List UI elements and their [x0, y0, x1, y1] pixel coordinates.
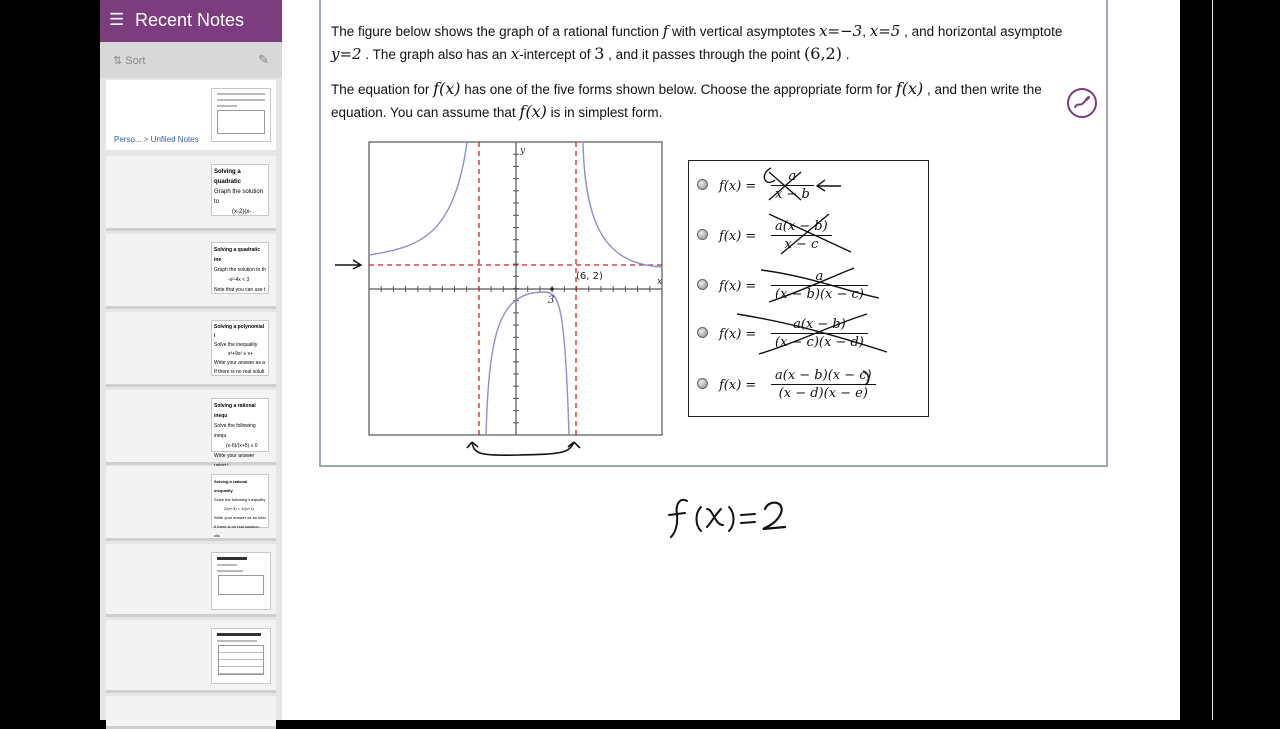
- radio-button[interactable]: [697, 279, 708, 290]
- thumb-line: Write your answer: [214, 453, 255, 459]
- question-box: [319, 0, 1108, 467]
- math-point: (6,2): [804, 44, 842, 63]
- q1-text: , and horizontal asymptote: [900, 24, 1063, 39]
- q2-text: has one of the five forms shown below. Choose the appropriate form for: [460, 82, 896, 97]
- thumb-line: Write your answer as an inter: [214, 515, 266, 520]
- denominator: (x − c)(x − d): [775, 335, 864, 350]
- note-thumbnail: [211, 628, 271, 684]
- note-path: Perso... > Unfiled Notes: [114, 135, 199, 144]
- y-axis-label: y: [520, 146, 526, 156]
- note-item-active[interactable]: [106, 80, 276, 150]
- note-thumbnail: [211, 398, 269, 459]
- q1-text: ,: [862, 24, 870, 39]
- numerator: a(x − b): [771, 218, 832, 236]
- note-item[interactable]: [106, 390, 276, 465]
- fraction: [771, 316, 868, 351]
- choice-3[interactable]: [689, 262, 928, 308]
- recent-notes-sidebar: [100, 0, 282, 720]
- pin-icon[interactable]: ✎: [258, 52, 269, 67]
- denominator: (x − b)(x − c): [775, 287, 864, 302]
- formula-lhs: f(x) =: [719, 229, 757, 244]
- answer-choices-panel: [688, 160, 929, 417]
- onenote-window: [100, 0, 1180, 720]
- choice-2[interactable]: [689, 212, 928, 258]
- question-paragraph-2: [331, 78, 1071, 124]
- numerator: a(x − b)(x − c): [771, 367, 876, 385]
- note-item[interactable]: [106, 312, 276, 387]
- hamburger-icon[interactable]: ☰: [109, 10, 125, 29]
- formula-lhs: f(x) =: [719, 279, 757, 294]
- fraction: [771, 168, 814, 203]
- fraction: [771, 218, 832, 253]
- thumb-title: Solving a quadratic ine: [214, 247, 261, 263]
- point-label: (6, 2): [576, 271, 603, 282]
- handwritten-text: f(x) = 2: [667, 495, 671, 496]
- q1-text: The figure below shows the graph of a rational function: [331, 24, 663, 39]
- choice-5[interactable]: [689, 361, 928, 407]
- pen-glyph: [1069, 90, 1095, 116]
- numerator: a(x − b): [771, 316, 868, 334]
- ink-equals: [741, 514, 755, 523]
- thumb-line: Solve the following inequality: [214, 497, 266, 502]
- ink-2: [763, 503, 785, 529]
- radio-button[interactable]: [697, 229, 708, 240]
- math-x: x: [510, 45, 520, 63]
- question-paragraph-1: [331, 20, 1071, 66]
- denominator: x − b: [775, 187, 810, 202]
- numerator: a: [771, 268, 868, 286]
- q2-text: , and then write the equation. You can assume that: [331, 82, 1042, 120]
- thumb-line: Solve the following inequ: [214, 423, 256, 439]
- note-item[interactable]: [106, 466, 276, 541]
- note-thumbnail: [211, 164, 269, 216]
- thumb-line: x³+9x² ≥ x+: [228, 351, 253, 357]
- thumb-title: Solving a rational inequality: [214, 479, 248, 493]
- thumb-line: (x-6)/(x+5) ≤ 0: [226, 443, 258, 449]
- radio-button[interactable]: [697, 378, 708, 389]
- thumb-line: If there is no real solution, clic: [214, 524, 260, 538]
- sidebar-toolbar: [100, 42, 282, 78]
- thumb-line: If there is no real soluti: [214, 369, 265, 375]
- fraction: [771, 268, 868, 303]
- q2-text: is in simplest form.: [546, 105, 663, 120]
- formula-lhs: f(x) =: [719, 378, 757, 393]
- fraction: [771, 367, 876, 402]
- note-item[interactable]: [106, 620, 276, 693]
- choice-1[interactable]: [689, 162, 928, 208]
- page-edge: [1212, 0, 1213, 720]
- choice-4[interactable]: [689, 310, 928, 356]
- note-canvas[interactable]: [282, 0, 1180, 720]
- thumb-title: Solving a polynomial i: [214, 324, 265, 339]
- denominator: (x − d)(x − e): [778, 386, 868, 401]
- sort-label: Sort: [125, 55, 146, 67]
- math-fx: f(x): [895, 79, 924, 98]
- q1-text: -intercept of: [519, 47, 595, 62]
- thumb-title: Solving a rational inequ: [214, 403, 256, 419]
- rational-function-graph: [369, 142, 669, 467]
- formula-lhs: f(x) =: [719, 327, 757, 342]
- ink-paren-open: [697, 507, 702, 531]
- ink-bracket: [467, 442, 580, 455]
- numerator: a: [771, 168, 814, 186]
- q1-text: .: [841, 47, 850, 62]
- thumb-line: -x²-4x < 3: [228, 277, 250, 283]
- handwritten-answer: [667, 495, 807, 545]
- sidebar-title: Recent Notes: [135, 10, 245, 30]
- note-thumbnail: [211, 242, 269, 294]
- thumb-line: 2/(x+3) < 1/(x+1): [224, 506, 254, 511]
- ink-paren-close: [729, 507, 734, 531]
- note-thumbnail: [211, 88, 271, 142]
- thumb-title: Solving a quadratic: [214, 169, 242, 185]
- x-axis-label: x: [657, 277, 663, 287]
- math-horizontal-asymptote: y=2: [331, 45, 362, 63]
- math-asymptote-1: x=−3: [819, 22, 863, 40]
- note-item[interactable]: [106, 234, 276, 309]
- thumb-line: Graph the solution to: [214, 189, 264, 205]
- thumb-line: Solve the inequality: [214, 342, 258, 348]
- note-thumbnail: [211, 552, 271, 610]
- sidebar-header: [100, 0, 282, 42]
- pen-circle-icon[interactable]: [1067, 88, 1097, 118]
- formula-lhs: f(x) =: [719, 179, 757, 194]
- thumb-line: Write your answer as a: [214, 360, 266, 366]
- radio-button[interactable]: [697, 327, 708, 338]
- thumb-line: Note that you can use t: [214, 287, 266, 293]
- q1-text: with vertical asymptotes: [668, 24, 820, 39]
- ink-f: [669, 500, 687, 537]
- math-x-intercept: 3: [594, 44, 605, 63]
- math-f: f: [662, 22, 669, 40]
- x-intercept-point: [550, 287, 554, 291]
- note-thumbnail: [211, 320, 269, 376]
- sort-icon: ⇅: [113, 55, 123, 67]
- note-item[interactable]: [106, 544, 276, 617]
- thumb-line: (x-2)(x-: [232, 209, 252, 215]
- q2-text: The equation for: [331, 82, 434, 97]
- math-fx: f(x): [519, 102, 547, 121]
- math-fx: f(x): [433, 79, 461, 98]
- note-item[interactable]: [106, 696, 276, 729]
- radio-button[interactable]: [697, 179, 708, 190]
- q1-text: , and it passes through the point: [604, 47, 805, 62]
- note-item[interactable]: [106, 156, 276, 231]
- math-asymptote-2: x=5: [869, 22, 901, 40]
- ink-arrow-left: [335, 260, 361, 269]
- ink-x: [707, 509, 723, 527]
- denominator: x − c: [784, 237, 819, 252]
- note-thumbnail: [211, 474, 269, 538]
- thumb-line: Graph the solution to th: [214, 267, 266, 273]
- q1-text: . The graph also has an: [361, 47, 511, 62]
- x-intercept-label: 3: [548, 295, 555, 306]
- sort-button[interactable]: [113, 54, 145, 67]
